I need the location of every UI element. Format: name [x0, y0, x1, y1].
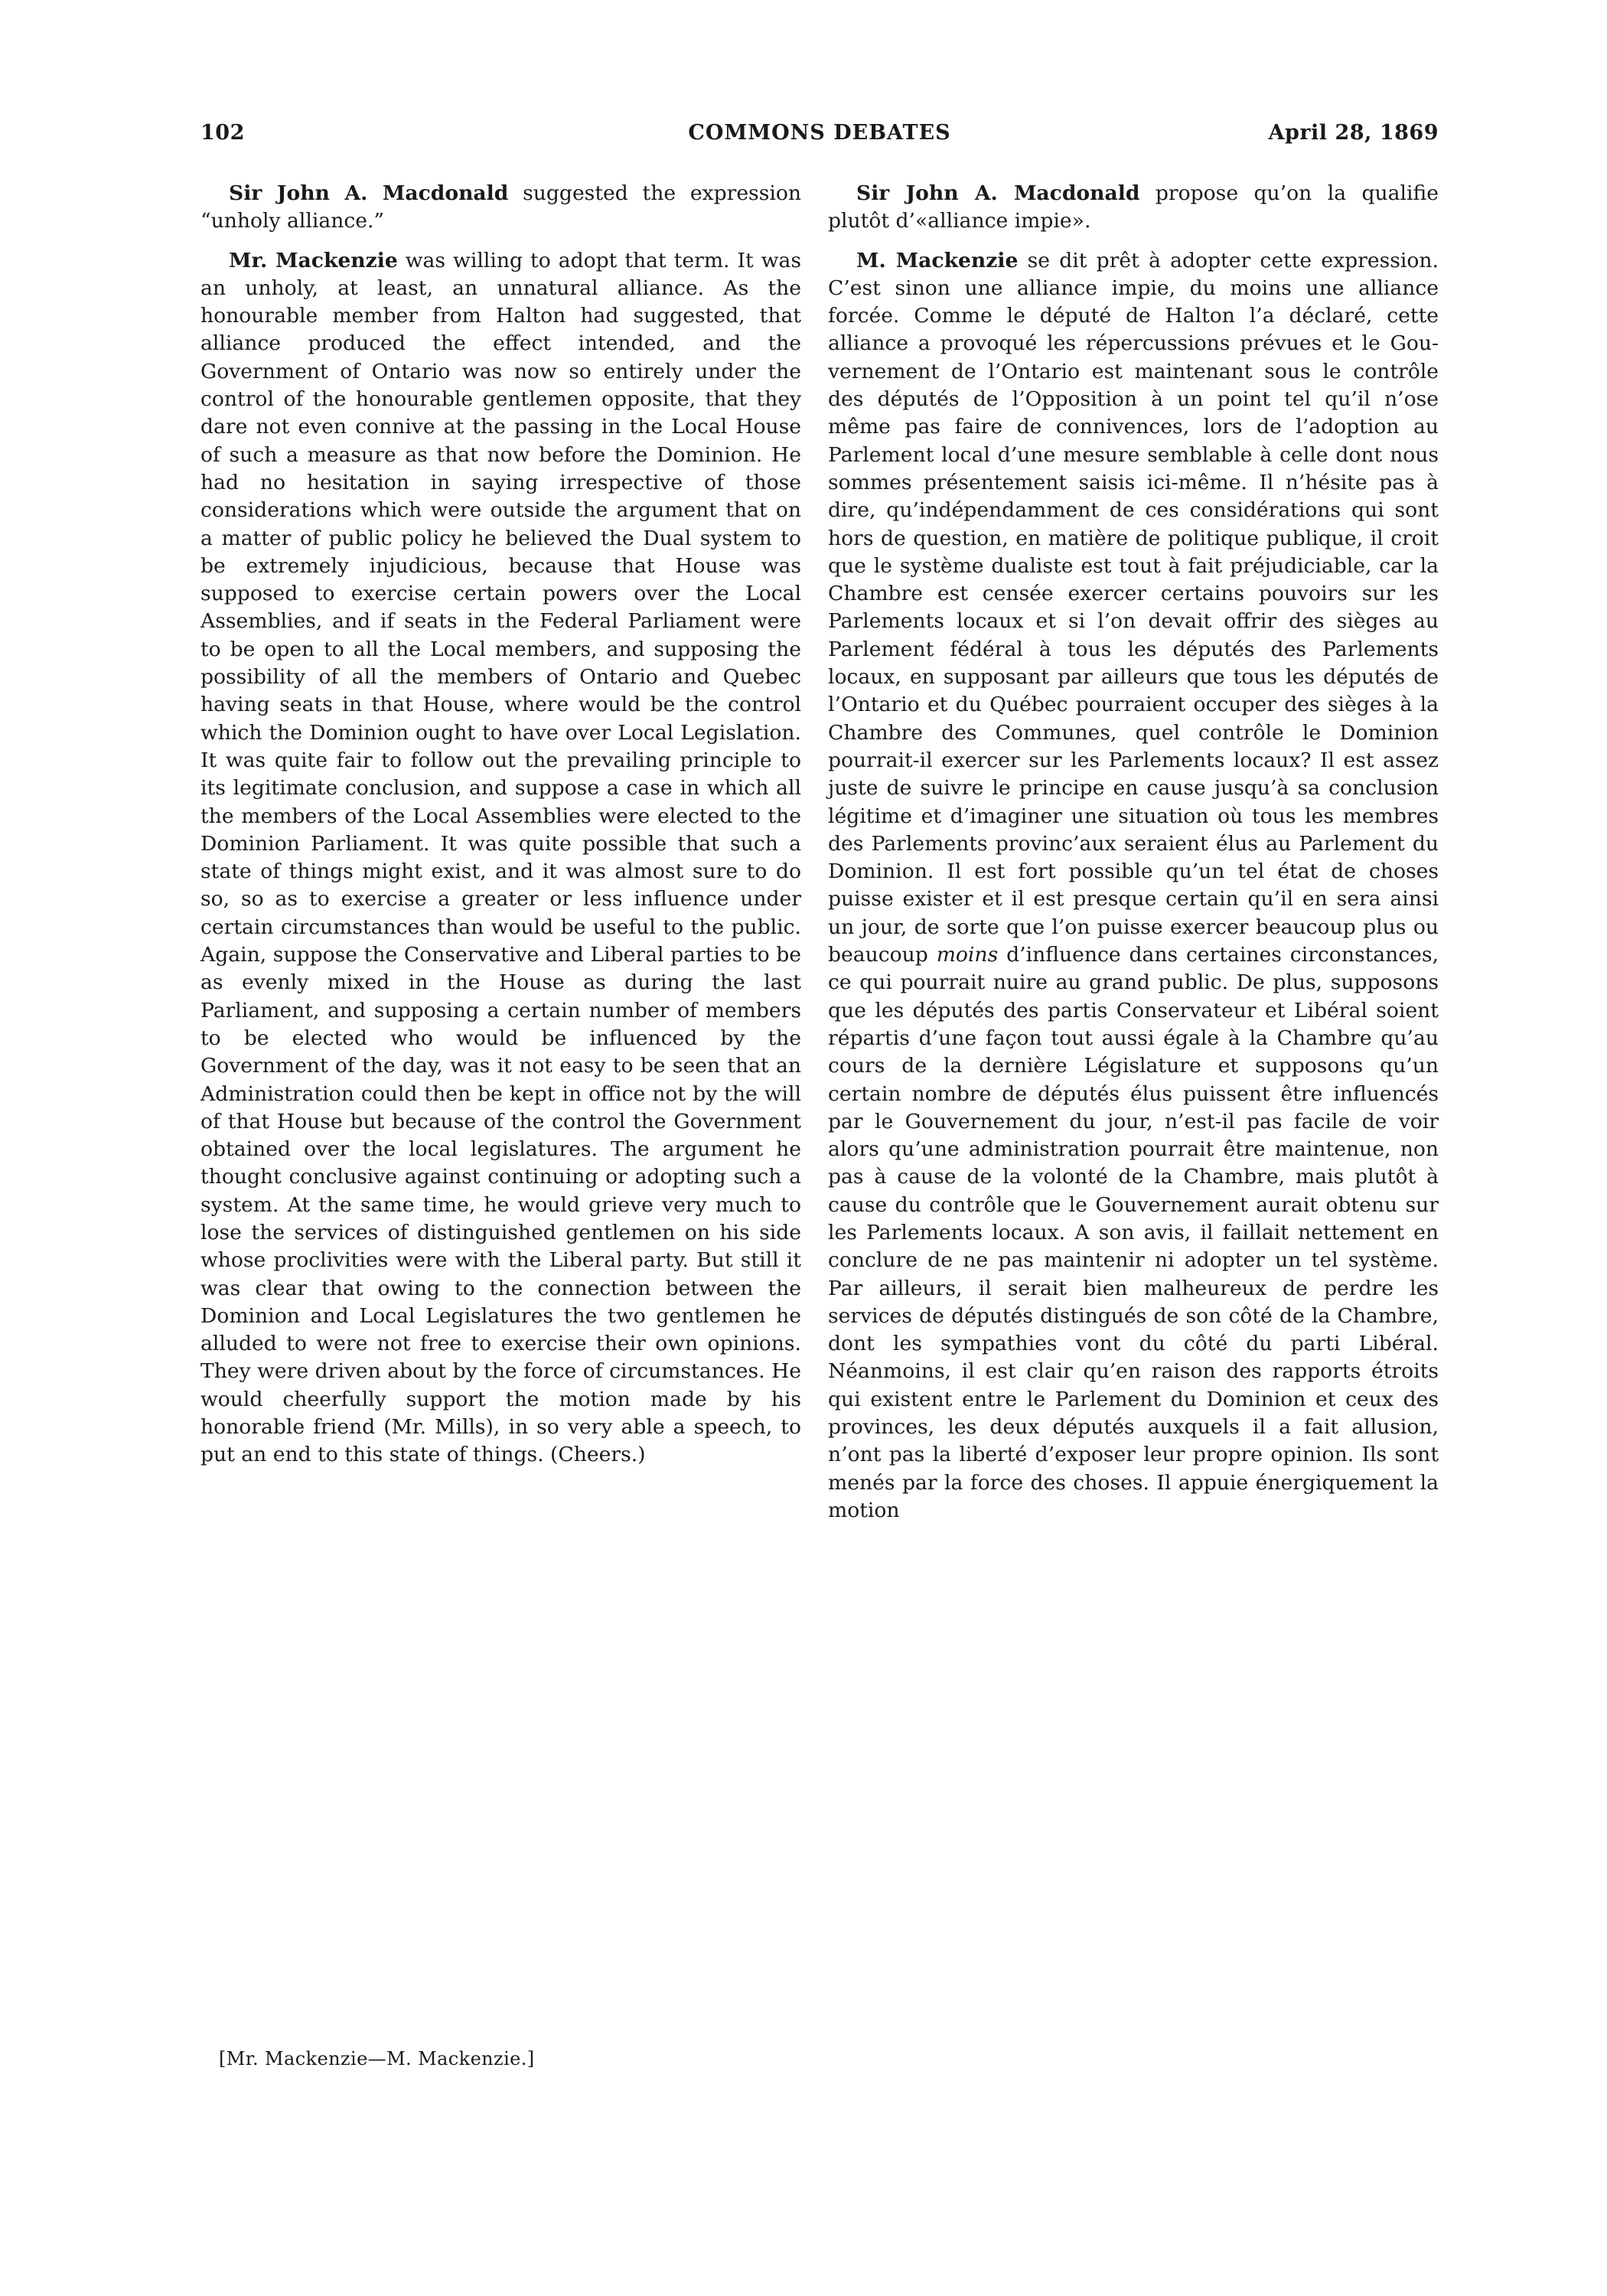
speaker-name: Sir John A. Macdonald — [856, 181, 1140, 205]
paragraph-macdonald-en — [200, 180, 801, 236]
speaker-name: M. Mackenzie — [856, 248, 1019, 272]
paragraph-text: se dit prêt à adopter cette expression. C’est sinon une alliance impie, du moins une alliance forcée. Comme le député de Halton l’a déclaré, cette alliance a provoqué les répercussions prévues et le Gouvernement de l’Ontario est maintenant sous le contrôle des députés de l’Opposition à un point tel qu’il n’ose même pas faire de connivences, lors de l’adoption au Parlement local d’une mesure semblable à celle dont nous sommes présentement saisis ici-même. Il n’hésite pas à dire, qu’indépendamment de ces considérations qui sont hors de question, en matière de politique publique, il croit que le système dualiste est tout à fait préjudiciable, car la Chambre est censée exercer certains pouvoirs sur les Parlements locaux et si l’on devait offrir des sièges au Parlement fédéral à tous les députés des Parlements locaux, en supposant par ailleurs que tous les députés de l’Ontario et du Québec pourraient occuper des sièges à la Chambre des Communes, quel contrôle le Dominion pourrait-il exercer sur les Parlements locaux? Il est assez juste de suivre le principe en cause jusqu’à sa conclusion légitime et d’imaginer une situation où tous les membres des Parlements provinc’aux seraient élus au Parlement du Dominion. Il est fort possible qu’un tel état de choses puisse exister et il est presque certain qu’il en sera ainsi un jour, de sorte que l’on puisse exercer beaucoup plus ou beaucoup — [828, 248, 1439, 967]
paragraph-text: propose qu’on la qualifie plutôt d’«alliance impie». — [828, 181, 1439, 233]
paragraph-mackenzie-fr — [828, 247, 1439, 1525]
french-column — [828, 180, 1439, 1536]
paragraph-text: d’influence dans certaines circonstances, ce qui pourrait nuire au grand public. De plus, supposons que les députés des partis Conservateur et Libéral soient répartis d’une façon tout aussi égale à la Chambre qu’au cours de la dernière Législature et supposons qu’un certain nombre de députés élus puissent être influencés par le Gouvernement du jour, n’est-il pas facile de voir alors qu’une administration pourrait être maintenue, non pas à cause de la volonté de la Chambre, mais plutôt à cause du contrôle que le Gouvernement aurait obtenu sur les Parlements locaux. A son avis, il faillait nettement en conclure de ne pas maintenir ni adopter un tel système. Par ailleurs, il serait bien malheureux de perdre les services de députés distingués de son côté de la Chambre, dont les sympathies vont du côté du parti Libéral. Néanmoins, il est clair qu’en raison des rapports étroits qui existent entre le Parlement du Dominion et ceux des provinces, les deux députés auxquels il a fait allusion, n’ont pas la liberté d’exposer leur propre opinion. Ils sont menés par la force des choses. Il appuie énergiquement la motion — [828, 943, 1439, 1522]
header-date: April 28, 1869 — [1268, 121, 1439, 145]
paragraph-text: was willing to adopt that term. It was an unholy, at least, an unnatural alliance. As the honourable member from Halton had suggested, that alliance produced the effect intended, and the Government of Ontario was now so entirely under the control of the honourable gentlemen opposite, that they dare not even connive at the passing in the Local House of such a measure as that now before the Dominion. He had no hesitation in saying irrespective of those considerations which were outside the argument that on a matter of public policy he believed the Dual system to be extremely injudicious, because that House was supposed to exercise certain powers over the Local Assemblies, and if seats in the Federal Parliament were to be open to all the Local members, and supposing the possibility of all the members of Ontario and Quebec having seats in that House, where would be the control which the Dominion ought to have over Local Legislation. It was quite fair to follow out the prevailing principle to its legitimate conclusion, and suppose a case in which all the members of the Local Assemblies were elected to the Dominion Parliament. It was quite possible that such a state of things might exist, and it was almost sure to do so, so as to exercise a greater or less influence under certain circumstances than would be useful to the public. Again, suppose the Conservative and Liberal parties to be as evenly mixed in the House as during the last Parliament, and supposing a certain number of members to be elected who would be influenced by the Government of the day, was it not easy to be seen that an Administration could then be kept in office not by the will of that House but because of the control the Government obtained over the local legislatures. The argument he thought conclusive against continuing or adopting such a system. At the same time, he would grieve very much to lose the services of distinguished gentlemen on his side whose proclivities were with the Liberal party. But still it was clear that owing to the connection between the Dominion and Local Legislatures the two gentlemen he alluded to were not free to exercise their own opinions. They were driven about by the force of circumstances. He would cheerfully support the motion made by his honorable friend (Mr. Mills), in so very able a speech, to put an end to this state of things. (Cheers.) — [200, 248, 801, 1467]
speaker-footnote: [Mr. Mackenzie—M. Mackenzie.] — [219, 2048, 535, 2069]
paragraph-macdonald-fr — [828, 180, 1439, 236]
english-column — [200, 180, 801, 1481]
paragraph-text: suggested the expression “unholy alliance.” — [200, 181, 801, 233]
page-header — [200, 121, 1439, 152]
page-number: 102 — [200, 121, 245, 145]
speaker-name: Mr. Mackenzie — [229, 248, 398, 272]
paragraph-mackenzie-en — [200, 247, 801, 1469]
running-title: COMMONS DEBATES — [688, 121, 951, 145]
speaker-name: Sir John A. Macdonald — [229, 181, 509, 205]
italic-word: moins — [936, 943, 999, 967]
